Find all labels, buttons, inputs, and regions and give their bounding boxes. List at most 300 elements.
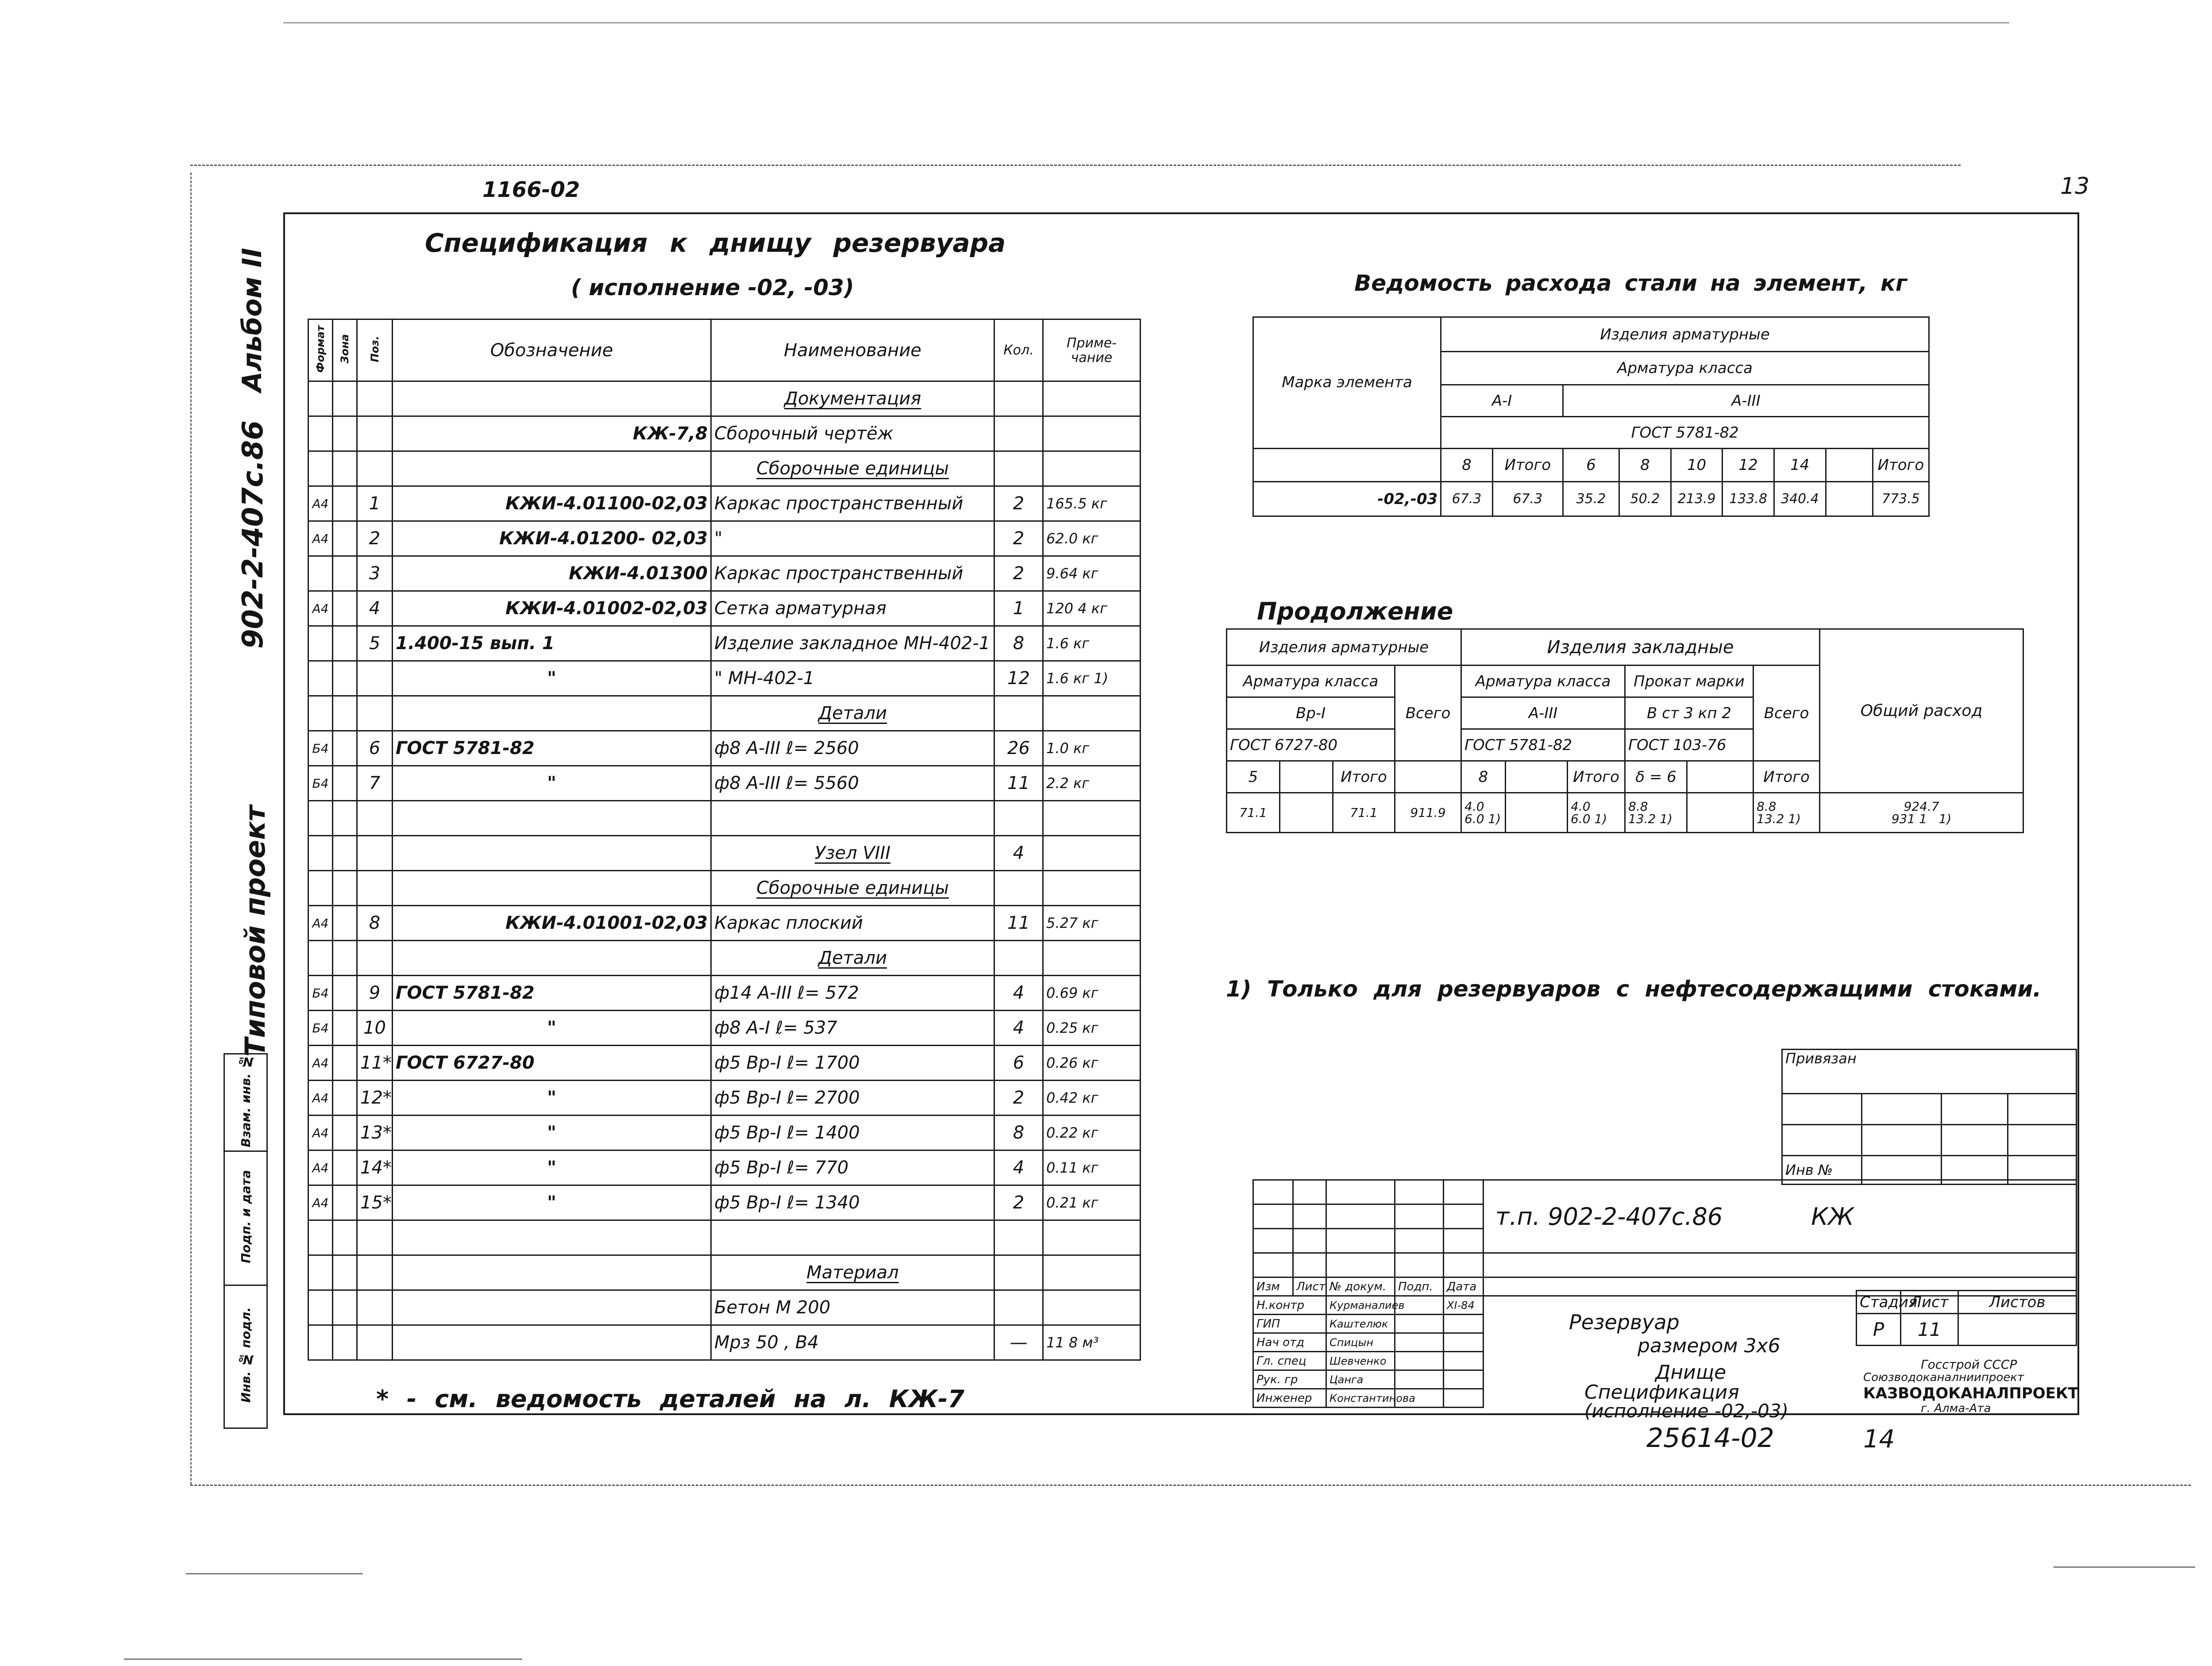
spec-cell-designation bbox=[393, 451, 711, 486]
tb-header-cell: Подп. bbox=[1395, 1277, 1444, 1296]
spec-cell-zone bbox=[333, 1325, 357, 1360]
spec-cell-name: Каркас пространственный bbox=[711, 486, 994, 521]
spec-row bbox=[308, 801, 1141, 836]
spec-cell-format bbox=[308, 871, 333, 906]
steel-value: 67.3 bbox=[1441, 482, 1493, 516]
org-4: г. Алма-Ата bbox=[1921, 1402, 1991, 1415]
tb-person-name: Константинова bbox=[1326, 1389, 1395, 1408]
spec-cell-pos: 3 bbox=[357, 556, 393, 591]
cont-gost6727: ГОСТ 6727-80 bbox=[1227, 729, 1395, 761]
cont-vsego-1: Всего bbox=[1395, 666, 1461, 761]
spec-cell-pos: 13* bbox=[357, 1116, 393, 1150]
cont-c5: 5 bbox=[1227, 761, 1280, 793]
spec-cell-designation bbox=[393, 836, 711, 871]
steel-value: 67.3 bbox=[1492, 482, 1563, 516]
spec-cell-note: 0.11 кг bbox=[1043, 1150, 1141, 1185]
cont-emb-items: Изделия закладные bbox=[1461, 629, 1820, 666]
tb-person-role: Нач отд bbox=[1253, 1333, 1326, 1352]
tb-code: т.п. 902-2-407с.86 bbox=[1495, 1202, 1723, 1231]
spec-cell-qty bbox=[994, 1255, 1043, 1290]
spec-cell-zone bbox=[333, 801, 357, 836]
spec-cell-name: Сборочные единицы bbox=[711, 451, 994, 486]
spec-cell-note bbox=[1043, 836, 1141, 871]
page-number: 13 bbox=[2060, 173, 2090, 200]
steel-col-header bbox=[1826, 449, 1873, 482]
spec-row bbox=[308, 766, 1141, 801]
spec-cell-pos: 2 bbox=[357, 521, 393, 556]
spec-cell-name: Сборочные единицы bbox=[711, 871, 994, 906]
cont-v-total: 924.7 931 1 1) bbox=[1820, 793, 2023, 833]
spec-cell-pos: 10 bbox=[357, 1011, 393, 1046]
spec-row bbox=[308, 1011, 1141, 1046]
spec-cell-format: А4 bbox=[308, 1046, 333, 1081]
spec-header-zone: Зона bbox=[339, 334, 351, 364]
spec-cell-pos bbox=[357, 801, 393, 836]
spec-cell-qty: 1 bbox=[994, 591, 1043, 626]
spec-cell-pos bbox=[357, 1255, 393, 1290]
spec-row bbox=[308, 486, 1141, 521]
privyazan-block bbox=[1781, 1049, 2077, 1185]
spec-cell-format: А4 bbox=[308, 906, 333, 941]
cont-v-vr1: 71.1 bbox=[1227, 793, 1280, 833]
spec-cell-designation: КЖ-7,8 bbox=[393, 416, 711, 451]
spec-cell-qty bbox=[994, 1220, 1043, 1255]
spec-cell-pos bbox=[357, 381, 393, 416]
tb-person-signature bbox=[1395, 1370, 1444, 1389]
side-album: Альбом II bbox=[237, 248, 268, 392]
org-3: КАЗВОДОКАНАЛПРОЕКТ bbox=[1863, 1385, 2078, 1402]
steel-mark-label: Марка элемента bbox=[1253, 317, 1441, 449]
spec-cell-name: ф5 Вр-I ℓ= 1400 bbox=[711, 1116, 994, 1150]
bottom-num: 14 bbox=[1863, 1425, 1895, 1454]
spec-cell-designation: КЖИ-4.01001-02,03 bbox=[393, 906, 711, 941]
spec-cell-note bbox=[1043, 941, 1141, 976]
spec-cell-zone bbox=[333, 416, 357, 451]
steel-mark: -02,-03 bbox=[1253, 482, 1441, 516]
spec-row bbox=[308, 1081, 1141, 1116]
spec-row bbox=[308, 1255, 1141, 1290]
spec-cell-name: Изделие закладное МН-402-1 bbox=[711, 626, 994, 661]
tb-person-role: ГИП bbox=[1253, 1315, 1326, 1333]
spec-cell-pos: 1 bbox=[357, 486, 393, 521]
spec-cell-designation bbox=[393, 941, 711, 976]
outer-border-bottom-dashed bbox=[190, 1485, 2191, 1486]
spec-cell-note: 0.26 кг bbox=[1043, 1046, 1141, 1081]
spec-cell-name: ф8 А-III ℓ= 5560 bbox=[711, 766, 994, 801]
cont-title: Продолжение bbox=[1257, 597, 1453, 625]
bottom-cut-line bbox=[186, 1573, 363, 1574]
spec-cell-designation: " bbox=[393, 1116, 711, 1150]
tb-person-name: Спицын bbox=[1326, 1333, 1395, 1352]
spec-cell-note: 0.42 кг bbox=[1043, 1081, 1141, 1116]
spec-cell-qty bbox=[994, 381, 1043, 416]
spec-cell-note bbox=[1043, 801, 1141, 836]
stage-block bbox=[1856, 1290, 2077, 1346]
spec-cell-name: Каркас плоский bbox=[711, 906, 994, 941]
spec-cell-name: Каркас пространственный bbox=[711, 556, 994, 591]
tb-person-date bbox=[1444, 1352, 1484, 1370]
spec-row bbox=[308, 1150, 1141, 1185]
spec-cell-designation: " bbox=[393, 1011, 711, 1046]
spec-cell-pos bbox=[357, 696, 393, 731]
spec-row bbox=[308, 661, 1141, 696]
stage-label: Стадия bbox=[1857, 1291, 1901, 1314]
spec-header-format: Формат bbox=[314, 325, 327, 373]
spec-cell-qty: 2 bbox=[994, 521, 1043, 556]
outer-border-left bbox=[190, 173, 192, 1485]
spec-cell-pos: 6 bbox=[357, 731, 393, 766]
spec-cell-name: Документация bbox=[711, 381, 994, 416]
cont-table bbox=[1226, 628, 2024, 833]
spec-table bbox=[308, 319, 1141, 1361]
spec-subtitle: ( исполнение -02, -03) bbox=[571, 275, 854, 300]
spec-row bbox=[308, 731, 1141, 766]
spec-cell-note bbox=[1043, 1255, 1141, 1290]
spec-cell-qty: 4 bbox=[994, 1150, 1043, 1185]
spec-cell-note: 2.2 кг bbox=[1043, 766, 1141, 801]
cont-vsego-2: Всего bbox=[1753, 666, 1820, 761]
spec-cell-qty bbox=[994, 871, 1043, 906]
steel-col-header: 14 bbox=[1774, 449, 1826, 482]
spec-cell-format bbox=[308, 381, 333, 416]
spec-cell-name: Узел VIII bbox=[711, 836, 994, 871]
tb-person-role: Рук. гр bbox=[1253, 1370, 1326, 1389]
spec-cell-designation: " bbox=[393, 661, 711, 696]
spec-row bbox=[308, 556, 1141, 591]
spec-cell-qty bbox=[994, 696, 1043, 731]
spec-cell-format bbox=[308, 801, 333, 836]
spec-cell-designation bbox=[393, 381, 711, 416]
tb-person-date: XI-84 bbox=[1444, 1296, 1484, 1315]
spec-cell-note: 120 4 кг bbox=[1043, 591, 1141, 626]
tb-part-2: Спецификация bbox=[1584, 1381, 1739, 1404]
spec-cell-zone bbox=[333, 871, 357, 906]
spec-cell-format bbox=[308, 696, 333, 731]
spec-row bbox=[308, 1116, 1141, 1150]
spec-cell-format bbox=[308, 1220, 333, 1255]
spec-header-name: Наименование bbox=[711, 319, 994, 381]
spec-cell-designation bbox=[393, 1220, 711, 1255]
spec-cell-format bbox=[308, 1255, 333, 1290]
spec-cell-format: Б4 bbox=[308, 1011, 333, 1046]
spec-cell-format bbox=[308, 836, 333, 871]
spec-cell-qty: 6 bbox=[994, 1046, 1043, 1081]
steel-col-header: Итого bbox=[1873, 449, 1929, 482]
bottom-cut-line-2 bbox=[124, 1658, 522, 1660]
spec-cell-qty: 26 bbox=[994, 731, 1043, 766]
spec-cell-name: Детали bbox=[711, 941, 994, 976]
cont-itogo-3: Итого bbox=[1753, 761, 1820, 793]
spec-cell-format: Б4 bbox=[308, 976, 333, 1011]
spec-cell-note bbox=[1043, 696, 1141, 731]
steel-value: 773.5 bbox=[1873, 482, 1929, 516]
cont-gost5781: ГОСТ 5781-82 bbox=[1461, 729, 1625, 761]
spec-cell-name: " МН-402-1 bbox=[711, 661, 994, 696]
tb-person-signature bbox=[1395, 1315, 1444, 1333]
spec-cell-zone bbox=[333, 486, 357, 521]
spec-cell-pos bbox=[357, 661, 393, 696]
spec-cell-designation: КЖИ-4.01002-02,03 bbox=[393, 591, 711, 626]
spec-row bbox=[308, 1290, 1141, 1325]
spec-cell-zone bbox=[333, 626, 357, 661]
spec-cell-name: Материал bbox=[711, 1255, 994, 1290]
spec-row bbox=[308, 451, 1141, 486]
spec-cell-qty: 8 bbox=[994, 626, 1043, 661]
spec-cell-name: Детали bbox=[711, 696, 994, 731]
spec-cell-qty: 2 bbox=[994, 486, 1043, 521]
side-project-code: 902-2-407с.86 bbox=[237, 420, 270, 649]
tb-person-signature bbox=[1395, 1352, 1444, 1370]
steel-value: 340.4 bbox=[1774, 482, 1826, 516]
spec-header-row bbox=[308, 319, 1141, 381]
tb-header-cell: Изм bbox=[1253, 1277, 1293, 1296]
spec-cell-name: Сборочный чертёж bbox=[711, 416, 994, 451]
steel-class3: А-III bbox=[1563, 385, 1929, 417]
cont-total: Общий расход bbox=[1820, 629, 2023, 793]
tb-person-date bbox=[1444, 1370, 1484, 1389]
steel-cols-row bbox=[1253, 449, 1929, 482]
spec-header-designation: Обозначение bbox=[393, 319, 711, 381]
spec-cell-zone bbox=[333, 1185, 357, 1220]
spec-cell-qty: 2 bbox=[994, 1185, 1043, 1220]
spec-cell-name: ф14 А-III ℓ= 572 bbox=[711, 976, 994, 1011]
spec-cell-designation bbox=[393, 1290, 711, 1325]
side-stamp-sign: Подп. и дата bbox=[238, 1170, 253, 1263]
steel-value: 35.2 bbox=[1563, 482, 1619, 516]
spec-cell-note: 0.69 кг bbox=[1043, 976, 1141, 1011]
spec-cell-zone bbox=[333, 836, 357, 871]
spec-cell-zone bbox=[333, 906, 357, 941]
spec-cell-note: 165.5 кг bbox=[1043, 486, 1141, 521]
note-1: 1) Только для резервуаров с нефтесодержащими стоками. bbox=[1226, 976, 2042, 1002]
spec-cell-format bbox=[308, 941, 333, 976]
sheets-label: Листов bbox=[1958, 1291, 2077, 1314]
spec-cell-zone bbox=[333, 1046, 357, 1081]
cont-v-vsego1: 911.9 bbox=[1395, 793, 1461, 833]
spec-cell-note: 1.0 кг bbox=[1043, 731, 1141, 766]
spec-cell-qty: 11 bbox=[994, 766, 1043, 801]
spec-cell-note bbox=[1043, 381, 1141, 416]
spec-cell-pos bbox=[357, 836, 393, 871]
cont-itogo-1: Итого bbox=[1333, 761, 1395, 793]
side-typical-project: Типовой проект bbox=[239, 805, 271, 1057]
spec-cell-note: 9.64 кг bbox=[1043, 556, 1141, 591]
cont-delta: δ = 6 bbox=[1625, 761, 1687, 793]
spec-row bbox=[308, 941, 1141, 976]
spec-cell-format: Б4 bbox=[308, 731, 333, 766]
tb-person-name: Цанга bbox=[1326, 1370, 1395, 1389]
spec-header-pos: Поз. bbox=[368, 335, 381, 362]
spec-cell-designation: " bbox=[393, 1150, 711, 1185]
spec-cell-qty bbox=[994, 941, 1043, 976]
steel-col-header: 8 bbox=[1619, 449, 1671, 482]
steel-col-header: 10 bbox=[1671, 449, 1723, 482]
cont-emb-arm-class: Арматура класса bbox=[1461, 666, 1625, 697]
spec-cell-pos bbox=[357, 1325, 393, 1360]
spec-cell-designation: КЖИ-4.01100-02,03 bbox=[393, 486, 711, 521]
spec-cell-pos: 11* bbox=[357, 1046, 393, 1081]
spec-cell-note: 0.22 кг bbox=[1043, 1116, 1141, 1150]
steel-title: Ведомость расхода стали на элемент, кг bbox=[1354, 270, 1907, 296]
spec-row bbox=[308, 1046, 1141, 1081]
spec-cell-designation bbox=[393, 1255, 711, 1290]
tb-person-role: Гл. спец bbox=[1253, 1352, 1326, 1370]
tb-person-date bbox=[1444, 1333, 1484, 1352]
spec-row bbox=[308, 381, 1141, 416]
org-1: Госстрой СССР bbox=[1921, 1357, 2017, 1372]
spec-row bbox=[308, 591, 1141, 626]
cont-vr1: Вр-I bbox=[1227, 697, 1395, 729]
cont-v-d6: 8.8 13.2 1) bbox=[1625, 793, 1687, 833]
cont-gost103: ГОСТ 103-76 bbox=[1625, 729, 1753, 761]
spec-cell-note bbox=[1043, 1290, 1141, 1325]
spec-cell-pos bbox=[357, 1220, 393, 1255]
spec-row bbox=[308, 696, 1141, 731]
tb-person-date bbox=[1444, 1389, 1484, 1408]
spec-cell-format bbox=[308, 1325, 333, 1360]
spec-cell-zone bbox=[333, 556, 357, 591]
spec-cell-note bbox=[1043, 871, 1141, 906]
steel-gost: ГОСТ 5781-82 bbox=[1441, 417, 1929, 449]
stage-value: Р bbox=[1857, 1314, 1901, 1346]
spec-footnote: * - см. ведомость деталей на л. КЖ-7 bbox=[376, 1385, 965, 1413]
steel-table bbox=[1252, 316, 1930, 517]
steel-value bbox=[1826, 482, 1873, 516]
sheet-value: 11 bbox=[1901, 1314, 1958, 1346]
side-stamp-orig: Инв. № подл. bbox=[238, 1307, 253, 1403]
tb-person-role: Н.контр bbox=[1253, 1296, 1326, 1315]
spec-cell-format: А4 bbox=[308, 1185, 333, 1220]
spec-cell-format bbox=[308, 416, 333, 451]
spec-cell-pos: 9 bbox=[357, 976, 393, 1011]
tb-person-signature bbox=[1395, 1333, 1444, 1352]
cont-c8: 8 bbox=[1461, 761, 1506, 793]
spec-cell-name: Мрз 50 , В4 bbox=[711, 1325, 994, 1360]
spec-cell-note: 11 8 м³ bbox=[1043, 1325, 1141, 1360]
spec-cell-name: Бетон М 200 bbox=[711, 1290, 994, 1325]
spec-cell-format: А4 bbox=[308, 591, 333, 626]
spec-row bbox=[308, 1220, 1141, 1255]
spec-cell-format: А4 bbox=[308, 1116, 333, 1150]
spec-cell-qty: 4 bbox=[994, 1011, 1043, 1046]
tb-object-2: размером 3х6 bbox=[1638, 1335, 1780, 1357]
spec-cell-note: 5.27 кг bbox=[1043, 906, 1141, 941]
spec-cell-pos bbox=[357, 871, 393, 906]
spec-cell-qty bbox=[994, 416, 1043, 451]
spec-cell-name bbox=[711, 801, 994, 836]
cont-v-itogo3: 8.8 13.2 1) bbox=[1753, 793, 1820, 833]
spec-row bbox=[308, 1325, 1141, 1360]
spec-row bbox=[308, 976, 1141, 1011]
spec-cell-qty: 4 bbox=[994, 836, 1043, 871]
spec-cell-format bbox=[308, 1290, 333, 1325]
cont-arm-class: Арматура класса bbox=[1227, 666, 1395, 697]
spec-cell-zone bbox=[333, 696, 357, 731]
tb-sheet-code: КЖ bbox=[1811, 1202, 1854, 1231]
spec-cell-name: " bbox=[711, 521, 994, 556]
spec-cell-qty: 11 bbox=[994, 906, 1043, 941]
tb-person-name: Шевченко bbox=[1326, 1352, 1395, 1370]
steel-armature-class: Арматура класса bbox=[1441, 352, 1929, 385]
spec-cell-designation: ГОСТ 5781-82 bbox=[393, 731, 711, 766]
spec-cell-designation bbox=[393, 1325, 711, 1360]
spec-cell-format bbox=[308, 626, 333, 661]
steel-value: 50.2 bbox=[1619, 482, 1671, 516]
sheet-label: Лист bbox=[1901, 1291, 1958, 1314]
spec-cell-qty bbox=[994, 1290, 1043, 1325]
cont-steel-grade: В ст 3 кп 2 bbox=[1625, 697, 1753, 729]
spec-cell-note: 1.6 кг bbox=[1043, 626, 1141, 661]
steel-value: 213.9 bbox=[1671, 482, 1723, 516]
cont-v-a3: 4.0 6.0 1) bbox=[1461, 793, 1506, 833]
spec-row bbox=[308, 836, 1141, 871]
spec-cell-designation bbox=[393, 801, 711, 836]
spec-row bbox=[308, 906, 1141, 941]
spec-cell-pos bbox=[357, 1290, 393, 1325]
tb-person-name: Курманалиев bbox=[1326, 1296, 1395, 1315]
spec-cell-zone bbox=[333, 1150, 357, 1185]
spec-cell-pos: 5 bbox=[357, 626, 393, 661]
cont-itogo-2: Итого bbox=[1568, 761, 1625, 793]
tb-part-3: (исполнение -02,-03) bbox=[1584, 1400, 1788, 1422]
spec-cell-zone bbox=[333, 1081, 357, 1116]
spec-cell-format: А4 bbox=[308, 521, 333, 556]
spec-cell-designation: 1.400-15 вып. 1 bbox=[393, 626, 711, 661]
steel-col-header: 6 bbox=[1563, 449, 1619, 482]
spec-cell-pos bbox=[357, 451, 393, 486]
privyazan-label: Привязан bbox=[1782, 1050, 2077, 1094]
spec-row bbox=[308, 416, 1141, 451]
tb-person-role: Инженер bbox=[1253, 1389, 1326, 1408]
tb-header-cell: № докум. bbox=[1326, 1277, 1395, 1296]
steel-class1: А-I bbox=[1441, 385, 1563, 417]
spec-cell-format bbox=[308, 451, 333, 486]
spec-cell-name: ф5 Вр-I ℓ= 770 bbox=[711, 1150, 994, 1185]
cont-rolled: Прокат марки bbox=[1625, 666, 1753, 697]
top-number: 1166-02 bbox=[482, 177, 580, 202]
spec-cell-designation bbox=[393, 871, 711, 906]
spec-cell-zone bbox=[333, 1011, 357, 1046]
tb-header-cell: Лист bbox=[1293, 1277, 1326, 1296]
spec-cell-note bbox=[1043, 451, 1141, 486]
cont-a3: А-III bbox=[1461, 697, 1625, 729]
cont-arm-items: Изделия арматурные bbox=[1227, 629, 1461, 666]
steel-col-header: 12 bbox=[1723, 449, 1774, 482]
spec-cell-format bbox=[308, 661, 333, 696]
spec-cell-zone bbox=[333, 766, 357, 801]
spec-cell-pos: 14* bbox=[357, 1150, 393, 1185]
tb-part-1: Днище bbox=[1655, 1361, 1726, 1384]
tb-person-date bbox=[1444, 1315, 1484, 1333]
spec-cell-format: А4 bbox=[308, 1150, 333, 1185]
spec-cell-qty bbox=[994, 451, 1043, 486]
outer-border-top-dashed bbox=[190, 165, 1961, 166]
spec-cell-note: 0.25 кг bbox=[1043, 1011, 1141, 1046]
spec-cell-qty bbox=[994, 801, 1043, 836]
tb-object-1: Резервуар bbox=[1569, 1310, 1680, 1334]
spec-cell-note: 62.0 кг bbox=[1043, 521, 1141, 556]
cont-v-itogo1: 71.1 bbox=[1333, 793, 1395, 833]
spec-cell-pos: 12* bbox=[357, 1081, 393, 1116]
spec-cell-format: А4 bbox=[308, 486, 333, 521]
spec-cell-name: Сетка арматурная bbox=[711, 591, 994, 626]
spec-cell-pos bbox=[357, 941, 393, 976]
spec-cell-name bbox=[711, 1220, 994, 1255]
spec-cell-note: 1.6 кг 1) bbox=[1043, 661, 1141, 696]
spec-cell-pos: 8 bbox=[357, 906, 393, 941]
spec-title: Спецификация к днищу резервуара bbox=[425, 228, 1006, 258]
side-stamp bbox=[224, 1053, 268, 1429]
